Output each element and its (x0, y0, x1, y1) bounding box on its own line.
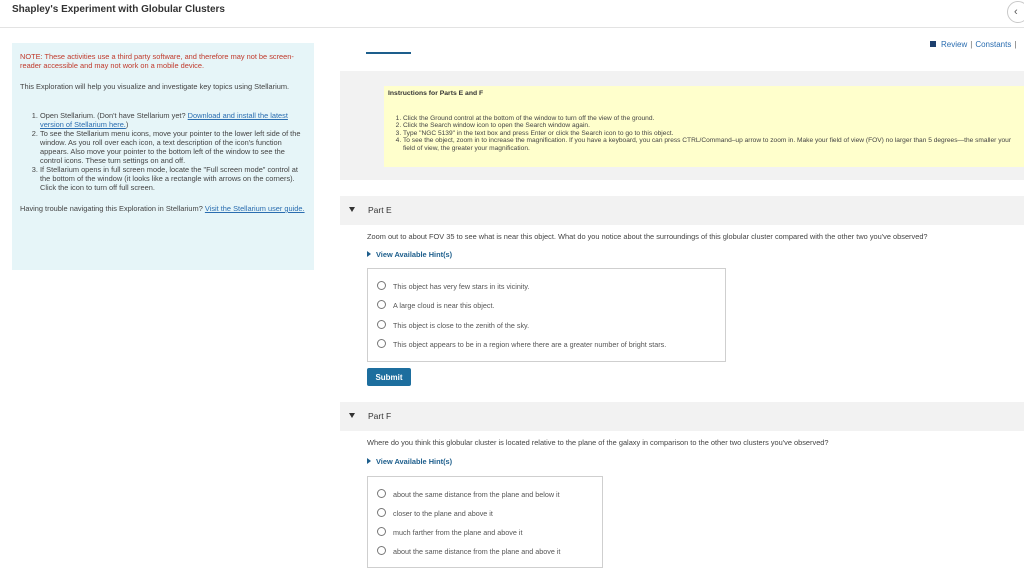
link-separator: | (970, 40, 973, 49)
radio-button[interactable] (377, 508, 386, 517)
part-e-hint-toggle[interactable]: View Available Hint(s) (367, 250, 452, 259)
instruction-step: 4. To see the object, zoom in to increase the magnification. If you have a keyboard, you can press CTRL/Command–up arrow to zoom in. Make your field of view (FOV) no larger than 5 degrees—the smaller your field of view, the greater your magnification. (403, 137, 1020, 152)
part-f-question: Where do you think this globular cluster is located relative to the plane of the galaxy in comparison to the other two clusters you've observed? (367, 438, 829, 447)
answer-option[interactable]: about the same distance from the plane and above it (377, 546, 560, 556)
accessibility-note: NOTE: These activities use a third party software, and therefore may not be screen-reader accessible and may not work on a mobile device. (20, 52, 294, 70)
radio-button[interactable] (377, 281, 386, 290)
part-f-header[interactable] (340, 402, 1024, 431)
constants-link[interactable]: Constants (975, 40, 1012, 49)
triangle-right-icon (367, 251, 371, 257)
chevron-left-icon: ‹ (1014, 6, 1018, 18)
part-f-hint-toggle[interactable]: View Available Hint(s) (367, 457, 452, 466)
radio-button[interactable] (377, 300, 386, 309)
setup-step: 3. If Stellarium opens in full screen mode, locate the "Full screen mode" control at the bottom of the window (it looks like a rectangle with arrows on the corners). Click the icon to turn off full screen. (40, 165, 306, 192)
answer-option[interactable]: about the same distance from the plane and below it (377, 489, 560, 499)
active-tab-indicator (366, 52, 411, 54)
instructions-title: Instructions for Parts E and F (388, 90, 484, 97)
part-e-question: Zoom out to about FOV 35 to see what is near this object. What do you notice about the surroundings of this globular cluster compared with the other two you've observed? (367, 232, 928, 241)
triangle-down-icon (349, 207, 355, 212)
submit-button[interactable]: Submit (367, 368, 411, 386)
app-header (0, 0, 1024, 28)
triangle-down-icon (349, 413, 355, 418)
triangle-right-icon (367, 458, 371, 464)
answer-option[interactable]: much farther from the plane and above it (377, 527, 522, 537)
download-stellarium-link[interactable]: Download and install the latest version of Stellarium here. (40, 111, 288, 129)
square-icon (930, 41, 936, 47)
radio-button[interactable] (377, 546, 386, 555)
part-f-label: Part F (368, 411, 392, 421)
radio-button[interactable] (377, 527, 386, 536)
page-title: Shapley's Experiment with Globular Clusters (12, 4, 225, 15)
answer-option[interactable]: This object appears to be in a region where there are a greater number of bright stars. (377, 339, 666, 349)
answer-option[interactable]: This object has very few stars in its vicinity. (377, 281, 529, 291)
part-e-header[interactable] (340, 196, 1024, 225)
radio-button[interactable] (377, 320, 386, 329)
instruction-step: 3. Type "NGC 5139" in the text box and press Enter or click the Search icon to go to this object. (403, 130, 1020, 138)
part-e-options (367, 268, 726, 362)
answer-option[interactable]: This object is close to the zenith of the sky. (377, 320, 529, 330)
link-separator: | (1014, 40, 1017, 49)
radio-button[interactable] (377, 339, 386, 348)
setup-step: 2. To see the Stellarium menu icons, move your pointer to the lower left side of the window. As you roll over each icon, a text description of the icon's function appears. Also move your pointer to the bottom left of the window to see the control icons. These turn settings on and off. (40, 129, 306, 165)
help-text: Having trouble navigating this Exploration in Stellarium? Visit the Stellarium user guide. (20, 204, 305, 213)
instruction-step: 1. Click the Ground control at the bottom of the window to turn off the view of the ground. (403, 115, 1020, 123)
setup-steps (20, 111, 306, 192)
radio-button[interactable] (377, 489, 386, 498)
stellarium-user-guide-link[interactable]: Visit the Stellarium user guide. (204, 204, 305, 213)
answer-option[interactable]: closer to the plane and above it (377, 508, 493, 518)
instruction-step: 2. Click the Search window icon to open the Search window again. (403, 122, 1020, 130)
review-link[interactable]: Review (941, 40, 968, 49)
exploration-info-panel (12, 43, 314, 270)
part-f-options (367, 476, 603, 568)
instructions-section (340, 71, 1024, 180)
answer-option[interactable]: A large cloud is near this object. (377, 300, 494, 310)
instructions-steps (388, 115, 1020, 153)
intro-text: This Exploration will help you visualize and investigate key topics using Stellarium. (20, 82, 290, 91)
part-e-label: Part E (368, 205, 392, 215)
top-links (930, 40, 1019, 49)
setup-step: 1. Open Stellarium. (Don't have Stellarium yet? Download and install the latest version of Stellarium here.) (40, 111, 306, 129)
instructions-box (384, 86, 1024, 167)
collapse-panel-button[interactable] (1007, 1, 1024, 23)
